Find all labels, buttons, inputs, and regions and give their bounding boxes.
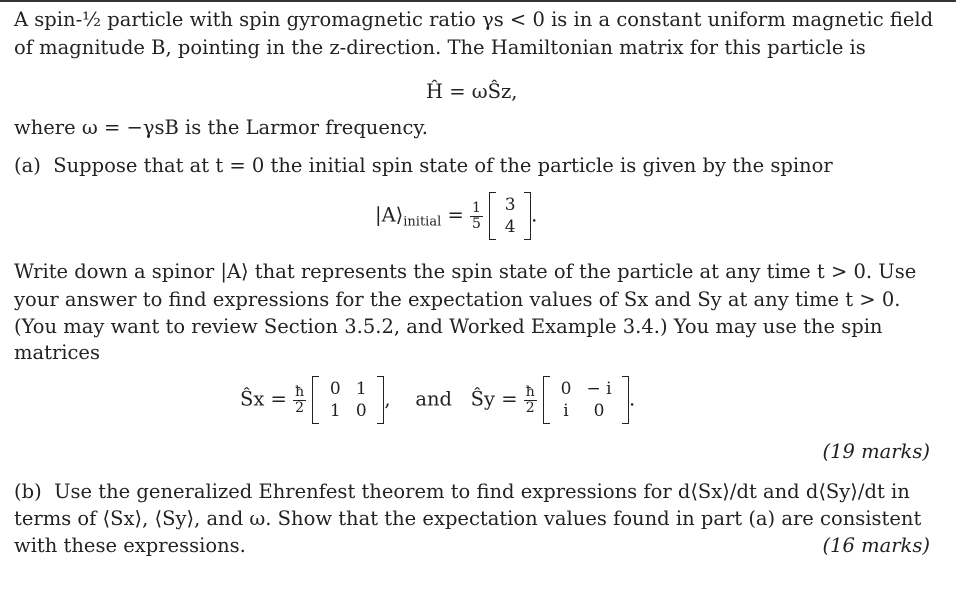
sx-entry: 0 bbox=[329, 379, 341, 399]
part-b-marks: (16 marks) bbox=[822, 534, 930, 557]
hamiltonian-equation: Ĥ = ωŜz, bbox=[426, 80, 518, 103]
part-a-line-4: matrices bbox=[14, 341, 100, 364]
spinor-column-vector bbox=[489, 194, 531, 238]
and-word: and bbox=[415, 387, 453, 411]
initial-spinor-equation: $|A⟩_{initial}$ = $\frac{1}{5}$ 3 4 . bbox=[375, 194, 537, 238]
sx-entry: 1 bbox=[329, 401, 341, 421]
sx-lhs: Ŝx bbox=[240, 387, 265, 411]
part-a-label: (a) bbox=[14, 154, 41, 177]
top-rule bbox=[0, 0, 956, 2]
part-b-line-1-text: Use the generalized Ehrenfest theorem to find expressions for d⟨Sx⟩/dt and d⟨Sy⟩/dt in bbox=[54, 480, 910, 503]
sy-entry: i bbox=[563, 401, 569, 421]
larmor-line: where ω = −γsB is the Larmor frequency. bbox=[14, 116, 429, 139]
sx-entry: 0 bbox=[355, 401, 367, 421]
spinor-lhs: |A⟩ bbox=[375, 203, 404, 227]
part-a-intro bbox=[14, 152, 930, 180]
sy-entry: 0 bbox=[593, 401, 605, 421]
part-a-marks: (19 marks) bbox=[822, 440, 930, 463]
spin-matrices-equation: Ŝx = $\frac{ħ}{2}$ 0 1 1 0 , and Ŝy = $\frac{ħ}{2}$ 0 − i i 0 . bbox=[240, 378, 635, 422]
spinor-entry-1: 3 bbox=[504, 195, 516, 215]
spinor-entry-2: 4 bbox=[504, 217, 516, 237]
sy-lhs: Ŝy bbox=[470, 387, 495, 411]
part-a-line-1: Write down a spinor |A⟩ that represents the spin state of the particle at any time t > 0. Use bbox=[14, 260, 917, 283]
intro-line-1: A spin-½ particle with spin gyromagnetic ratio γs < 0 is in a constant uniform magnetic field bbox=[14, 8, 934, 31]
sy-hbar: ħ bbox=[525, 383, 535, 400]
sy-entry: 0 bbox=[560, 379, 572, 399]
sx-hbar-fraction bbox=[293, 385, 306, 416]
sx-two: 2 bbox=[295, 399, 305, 416]
sx-entry: 1 bbox=[355, 379, 367, 399]
sy-matrix bbox=[543, 378, 629, 422]
part-b-line-2: terms of ⟨Sx⟩, ⟨Sy⟩, and ω. Show that the expectation values found in part (a) are consistent bbox=[14, 507, 922, 530]
spinor-fraction bbox=[470, 201, 483, 232]
spinor-subscript: initial bbox=[403, 214, 442, 230]
sx-matrix bbox=[312, 378, 384, 422]
spinor-frac-denominator: 5 bbox=[472, 215, 481, 232]
part-b-line-3: with these expressions. bbox=[14, 534, 246, 557]
sx-hbar: ħ bbox=[295, 383, 305, 400]
sy-hbar-fraction bbox=[524, 385, 537, 416]
part-a-line-3: (You may want to review Section 3.5.2, and Worked Example 3.4.) You may use the spin bbox=[14, 315, 883, 338]
intro-line-2: of magnitude B, pointing in the z-direction. The Hamiltonian matrix for this particle is bbox=[14, 36, 866, 59]
part-b-line-1 bbox=[14, 478, 930, 506]
spinor-frac-numerator: 1 bbox=[472, 199, 481, 216]
part-a-line-2: your answer to find expressions for the expectation values of Sx and Sy at any time t > 0. bbox=[14, 288, 901, 311]
sy-entry: − i bbox=[586, 379, 612, 399]
part-a-intro-text: Suppose that at t = 0 the initial spin state of the particle is given by the spinor bbox=[53, 154, 833, 177]
part-b-label: (b) bbox=[14, 480, 42, 503]
sy-two: 2 bbox=[525, 399, 535, 416]
